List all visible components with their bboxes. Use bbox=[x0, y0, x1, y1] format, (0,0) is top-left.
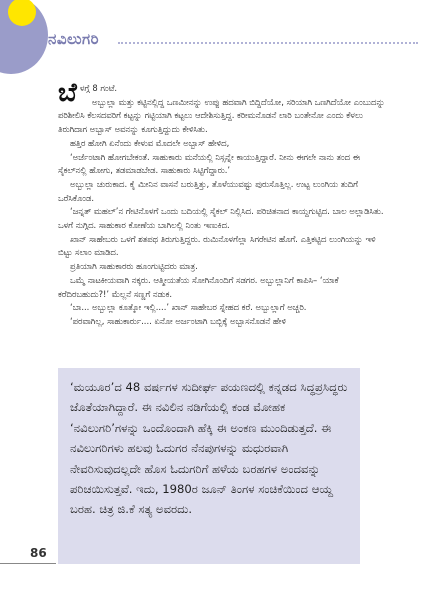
page-number-rule bbox=[0, 563, 56, 564]
page-number: 86 bbox=[30, 546, 47, 560]
article-paragraph: ಖಾನ್ ಸಾಹೇಬರು ಒಳಗೆ ಶತಪಥ ತಿರುಗುತ್ತಿದ್ದರು. ರುಮಿನೊಳಗೆಲ್ಲಾ ಸಿಗರೇಟಿನ ಹೊಗೆ. ಎತ್ತಿಕಟ್ಟಿದ ಲುಂಗಿಯನ್ನು ಇಳಿ ಬಿಟ್ಟು ಸಲಾಂ ಮಾಡಿದ. bbox=[58, 233, 376, 258]
article-paragraph: ಪ್ರತಿಯಾಗಿ ಸಾಹುಕಾರರು ಹೂಂಗುಟ್ಟಿದರು ಮಾತ್ರ. bbox=[70, 261, 198, 272]
article-paragraph: ‘ಪರವಾಗಿಲ್ಲ, ಸಾಹುಕಾರ್ರು.... ಏನೋ ಅರ್ಜಂಟಾಗಿ ಬಬ್ಬಿಕ್ಕೆ ಅಬ್ಬಾಸನೊಡನೆ ಹೇಳಿ bbox=[70, 315, 287, 326]
article-paragraph: ಅಬ್ಬುಲ್ಲಾ ಚುರುಕಾದ. ಕೈ ಮೀನಿನ ವಾಸನೆ ಬರುತ್ತಿತ್ತು, ತೊಳೆಯುವಷ್ಟು ಪುರುಸೊತ್ತಿಲ್ಲ. ಉಟ್ಟ ಲುಂಗಿಯ ತುದಿಗೆ ಒರೆಸಿಕೊಂಡ. bbox=[58, 178, 359, 203]
corner-decoration bbox=[0, 0, 48, 74]
article-paragraph: ಬೆಳಗ್ಗೆ 8 ಗಂಟೆ. bbox=[58, 78, 118, 108]
article-paragraph: ‘ಅರ್ಜೆಂಟಾಗಿ ಹೋಗಬೇಕಂತೆ. ಸಾಹುಕಾರು ಮನೆಯಲ್ಲಿ ನಿಸ್ಸನ್ನೇ ಕಾಯುತ್ತಿದ್ದಾರೆ. ನೀನು ಈಗಲೇ ನಾನು ತಂದ ಈ ಸೈಕಲ್‌ನಲ್ಲಿ ಹೋಗು, ತಡಮಾಡಬೇಡ. ಸಾಹುಕಾರು ಸಿಟ್ಟಿಗೆದ್ದಾರು.’ bbox=[58, 151, 360, 176]
article-body bbox=[58, 78, 388, 329]
article-paragraph: ಅಬ್ಬುಲ್ಲಾ ಮತ್ತು ಕಟ್ಟಿನಲ್ಲಿದ್ದ ಒಣಮೀನನ್ನು ಉಪ್ಪು ಹದವಾಗಿ ಬಿದ್ದಿದೆಯೋ, ಸರಿಯಾಗಿ ಒಣಗಿದೆಯೋ ಎಂಬುದನ್ನು ಪರಿಶೀಲಿಸಿ ಕೆಲಸದವರಿಗೆ ಕಟ್ಟನ್ನು ಗಟ್ಟಿಯಾಗಿ ಕಟ್ಟಲು ಆದೇಶಿಸುತ್ತಿದ್ದ. ಕರೀಮನೊಡನೆ ಲಾರಿ ಬಂತೇನೋ ಎಂದು ಕೆಳಲು ತಿರುಗಿದಾಗ ಅಬ್ಬಾಸ್ ಅವನನ್ನು ಕೂಗುತ್ತಿದ್ದುದು ಕೇಳಿಸಿತು. bbox=[58, 96, 385, 135]
drop-cap: ಬೆ bbox=[58, 78, 77, 108]
article-paragraph: ‘ಜನ್ನತ್ ಮಹಲ್’ನ ಗೇಟಿನೊಳಗೆ ಒಂದು ಬದಿಯಲ್ಲಿ ಸೈಕಲ್ ನಿಲ್ಲಿಸಿದ. ಪರಿಚಿತನಾದ ಕಾಯ್ದಗುಟ್ಟಿದ. ಬಾಲ ಅಲ್ಲಾಡಿಸಿತು. ಒಳಗೆ ನುಗ್ಗಿದ. ಸಾಹುಕಾರ ಕೋಣೆಯ ಬಾಗಿಲಲ್ಲಿ ನಿಂತು ಇಣುಕಿದ. bbox=[58, 206, 384, 231]
intro-box bbox=[58, 368, 360, 564]
article-paragraph: ಒಮ್ಮೆ ನಾಟಕೀಯವಾಗಿ ನಕ್ಕರು. ಆತ್ಮೀಯತೆಯ ಸೋಗಿನೊಂದಿಗೆ ಸಡಗರ. ಅಬ್ಬುಲ್ಲಾನಿಗೆ ಕಾಪಿಸಿ– ‘ಯಾಕೆ ಕರೆದಿರಬಹುದು?!’ ಮೆಲ್ಲನೆ ಸಣ್ಣಗೆ ನಡುಕ. bbox=[58, 274, 339, 299]
article-paragraph: ಹತ್ತಿರ ಹೋಗಿ ಏನೆಂದು ಕೇಳುವ ಮೊದಲೇ ಅಬ್ಬಾಸ್ ಹೇಳಿದ, bbox=[70, 137, 230, 148]
dotted-divider bbox=[118, 42, 418, 44]
section-title: ನವಿಲುಗರಿ bbox=[48, 30, 100, 48]
intro-text: ‘ಮಯೂರ’ದ 48 ವರ್ಷಗಳ ಸುದೀರ್ಘ ಪಯಣದಲ್ಲಿ ಕನ್ನಡದ ಸಿದ್ಧಪ್ರಸಿದ್ಧರು ಜೊತೆಯಾಗಿದ್ದಾರೆ. ಈ ನವಿಲಿನ ನಡಿಗೆಯಲ್ಲಿ ಕಂಡ ಮೋಹಕ ‘ನವಿಲುಗರಿ’ಗಳನ್ನು ಒಂದೊಂದಾಗಿ ಹೆಕ್ಕಿ ಈ ಅಂಕಣ ಮುಂದಿಡುತ್ತದೆ. ಈ ನವಿಲುಗರಿಗಳು ಹಲವು ಓದುಗರ ನೆನಪುಗಳನ್ನು ಮಧುರವಾಗಿ ನೇವರಿಸುವುದಲ್ಲದೇ ಹೊಸ ಓದುಗರಿಗೆ ಹಳೆಯ ಬರಹಗಳ ಅಂದವನ್ನು ಪರಿಚಯಿಸುತ್ತವೆ. ಇದು, 1980ರ ಜೂನ್ ತಿಂಗಳ ಸಂಚಿಕೆಯಿಂದ ಆಯ್ದ ಬರಹ. ಚಿತ್ರ ಜಿ.ಕೆ ಸತ್ಯ ಅವರದು. bbox=[70, 380, 348, 517]
article-paragraph: ‘ಬಾ... ಅಬ್ಬುಲ್ಲಾ ಕೂತ್ಕೋ ಇಲ್ಲಿ....’ ಖಾನ್ ಸಾಹೇಬರ ಸ್ನೇಹದ ಕರೆ. ಅಬ್ಬುಲ್ಲಾಗೆ ಅಚ್ಚರಿ. bbox=[70, 302, 307, 313]
